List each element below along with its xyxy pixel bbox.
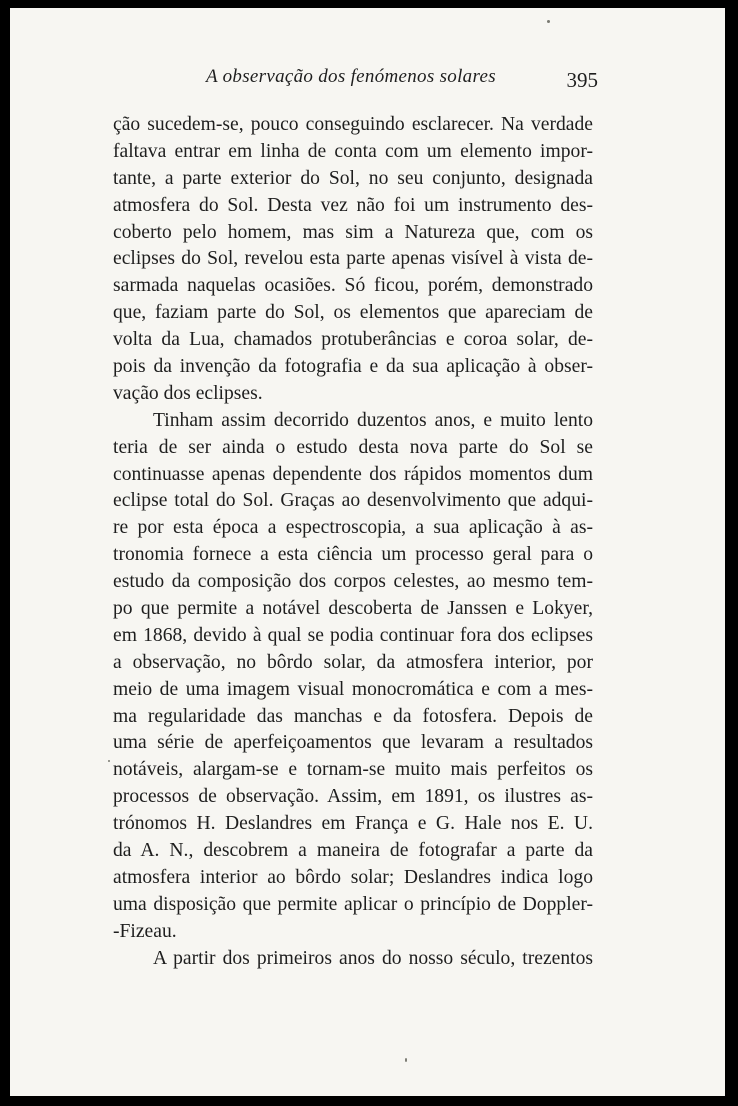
text-line: estudo da composição dos corpos celestes, ao mesmo tem- [113,571,593,593]
page-header [206,66,602,96]
text-line: atmosfera do Sol. Desta vez não foi um instrumento des- [113,194,593,216]
text-line: tante, a parte exterior do Sol, no seu conjunto, designada [113,167,593,189]
text-line: notáveis, alargam-se e tornam-se muito mais perfeitos os [113,759,593,781]
text-line: coberto pelo homem, mas sim a Natureza que, com os [113,221,593,243]
text-line: teria de ser ainda o estudo desta nova parte do Sol se [113,436,593,458]
text-line: da A. N., descobrem a maneira de fotografar a parte da [113,840,593,862]
text-line: ma regularidade das manchas e da fotosfera. Depois de [113,705,593,727]
body-text [113,112,593,973]
paper-speck [108,760,110,762]
text-line: re por esta época a espectroscopia, a sua aplicação à as- [113,517,593,539]
text-line: a observação, no bôrdo solar, da atmosfera interior, por [113,651,593,673]
paragraph-start-line: A partir dos primeiros anos do nosso século, trezentos [153,947,593,969]
book-page [10,8,725,1096]
text-line: uma série de aperfeiçoamentos que levaram a resultados [113,732,593,754]
text-line: trónomos H. Deslandres em França e G. Hale nos E. U. [113,813,593,835]
text-line: eclipse total do Sol. Graças ao desenvolvimento que adqui- [113,490,593,512]
text-line: eclipses do Sol, revelou esta parte apenas visível à vista de- [113,248,593,270]
text-line: uma disposição que permite aplicar o princípio de Doppler- [113,893,593,915]
text-line: continuasse apenas dependente dos rápidos momentos dum [113,463,593,485]
paragraph-start-line: Tinham assim decorrido duzentos anos, e muito lento [153,409,593,431]
text-line: po que permite a notável descoberta de Janssen e Lokyer, [113,598,593,620]
text-line: em 1868, devido à qual se podia continuar fora dos eclipses [113,624,593,646]
text-line: meio de uma imagem visual monocromática e com a mes- [113,678,593,700]
text-line: faltava entrar em linha de conta com um elemento impor- [113,140,593,162]
paragraph-end-line: vação dos eclipses. [113,382,263,404]
text-line: pois da invenção da fotografia e da sua aplicação à obser- [113,356,593,378]
running-title: A observação dos fenómenos solares [206,66,496,87]
paragraph-end-line: -Fizeau. [113,920,177,942]
page-number: 395 [566,68,598,92]
text-line: tronomia fornece a esta ciência um processo geral para o [113,544,593,566]
text-line: atmosfera interior ao bôrdo solar; Deslandres indica logo [113,866,593,888]
text-line: processos de observação. Assim, em 1891, os ilustres as- [113,786,593,808]
text-line: ção sucedem-se, pouco conseguindo esclarecer. Na verdade [113,114,593,135]
text-line: volta da Lua, chamados protuberâncias e coroa solar, de- [113,329,593,351]
paper-speck [547,20,550,23]
paper-speck [405,1058,407,1062]
text-line: que, faziam parte do Sol, os elementos que apareciam de [113,302,593,324]
text-line: sarmada naquelas ocasiões. Só ficou, porém, demonstrado [113,275,593,297]
